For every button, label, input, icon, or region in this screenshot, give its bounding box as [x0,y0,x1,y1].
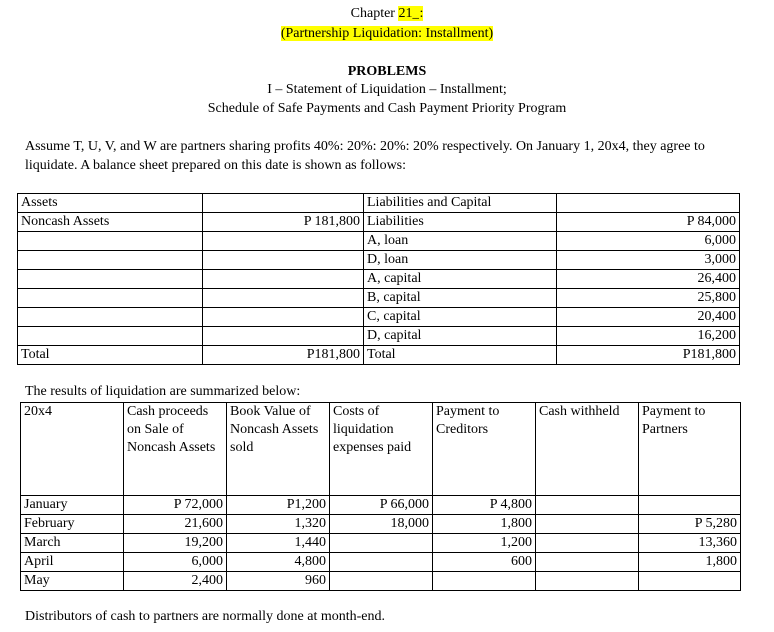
assets-header: Assets [18,194,203,213]
problems-heading: PROBLEMS [347,64,427,79]
problem-title: I – Statement of Liquidation – Installment; [267,82,507,97]
problem-subtitle: Schedule of Safe Payments and Cash Payment Priority Program [207,101,567,116]
footer-note: Distributors of cash to partners are normally done at month-end. [25,609,386,624]
chapter-number: 21_ [398,6,420,21]
table-row: A, loan 6,000 [18,232,740,251]
table-row: January P 72,000 P1,200 P 66,000 P 4,800 [21,496,741,515]
chapter-prefix: Chapter [350,6,399,21]
liquidation-table [20,402,741,591]
table-row: D, capital 16,200 [18,327,740,346]
intro-paragraph: Assume T, U, V, and W are partners sharing profits 40%: 20%: 20%: 20% respectively. On January 1, 20x4, they agree to liquidate. A balance sheet prepared on this date is shown as follows: [25,139,705,173]
balance-sheet-table [17,193,740,365]
balance-sheet-total-row: Total P181,800 Total P181,800 [18,346,740,365]
table-row: May 2,400 960 [21,572,741,591]
table-row: D, loan 3,000 [18,251,740,270]
table-row: March 19,200 1,440 1,200 13,360 [21,534,741,553]
liquidation-header-row: 20x4 Cash proceeds on Sale of Noncash Assets Book Value of Noncash Assets sold Costs of liquidation expenses paid Payment to Creditors Cash withheld Payment to Partners [21,403,741,496]
chapter-suffix: : [419,6,424,21]
table-row: Noncash Assets P 181,800 Liabilities P 84,000 [18,213,740,232]
table-row: April 6,000 4,800 600 1,800 [21,553,741,572]
chapter-subtitle-line [0,26,774,42]
table-row: A, capital 26,400 [18,270,740,289]
results-intro: The results of liquidation are summarized below: [25,384,301,399]
liabilities-header: Liabilities and Capital [364,194,557,213]
table-row: C, capital 20,400 [18,308,740,327]
table-row: B, capital 25,800 [18,289,740,308]
chapter-heading [0,6,774,22]
chapter-subtitle: (Partnership Liquidation: Installment) [280,26,494,41]
balance-sheet-header-row [18,194,740,213]
table-row: February 21,600 1,320 18,000 1,800 P 5,280 [21,515,741,534]
